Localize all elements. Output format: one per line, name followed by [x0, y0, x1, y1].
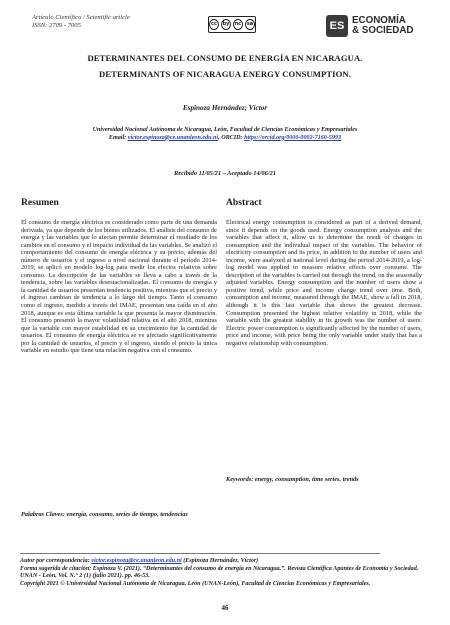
email-label: Email:: [108, 134, 127, 141]
orcid-label: , ORCID:: [218, 134, 243, 141]
journal-header-info: [32, 14, 130, 30]
copyright: Copyright 2021 © Universidad Nacional Autónoma de Nicaragua, León (UNAN-León), Facultad de Ciencias Económicas y Empresariales.: [20, 580, 371, 587]
title-spanish: DETERMINANTES DEL CONSUMO DE ENERGÍA EN NICARAGUA.: [87, 53, 363, 63]
resumen-text: El consumo de energía eléctrica es considerado como parte de una demanda derivada, ya que depende de los bienes utilizados. El análisis del consumo de energía y las variables que lo afectan permite determinar el resultado de los cambios en el consumo y el impacto individual de las variables. Se analizó el comportamiento del consumo de energía eléctrica y su precio, además del número de usuarios y el ingreso a nivel nacional durante el período 2014-2019, se aplicó un modelo log-log para medir los efectos relativos sobre consumo. La descripción de las variables se lleva a cabo a través de la tendencia, sobre las variables desestacionalizadas. El consumo de energía y la cantidad de usuarios presentan tendencia positiva, mientras que el precio y el ingreso cambian de tendencia a lo largo del tiempo. Tanto el consumo como el ingreso, medido a través del IMAE, presentan una caída en el año 2018, aunque es esta última variable la que presenta la mayor disminución. El consumo presentó la mayor volatilidad relativa en el año 2018, mientras que la variable con mayor estabilidad en su crecimiento fue la cantidad de usuarios. El consumo de energía eléctrica se ve afectado significativamente por la cantidad de usuarios, el precio y el ingreso, siendo el precio la única variable en estudio que tiene una relación negativa con el consumo.: [21, 219, 217, 355]
corr-label: Autor por correspondencia:: [20, 558, 90, 564]
sa-icon: sa: [245, 19, 255, 30]
corr-email-link[interactable]: victor.espinoza@ce.unanleon.edu.ni: [91, 558, 182, 564]
contact-line: [20, 135, 430, 143]
nc-icon: nc: [233, 19, 243, 30]
resumen-heading: Resumen: [21, 197, 59, 208]
orcid-link[interactable]: https://orcid.org/0000-0002-7160-5993: [244, 134, 342, 141]
keywords-label-en: Keywords:: [226, 476, 254, 483]
logo-text: [352, 16, 414, 37]
citation: Forma sugerida de citación: Espinoza V. (2021). “Determinantes del consumo de energía en Nicaragua.”. Revista Científica Apuntes de Economía y Sociedad, UNAN - León, Vol. N.° 2 (1) (julio 2021). pp. 46-53.: [20, 565, 419, 579]
author-email-link[interactable]: victor.espinoza@ce.unanleon.edu.ni: [127, 134, 219, 141]
abstract-text: Electrical energy consumption is considered as part of a derived demand, since it depends on the goods used. Energy consumption analysis and the variables that affect it, allow us to determine the result of changes in consumption and the individual impact of the variables. The behavior of electricity consumption and its price, in addition to the number of users and income, were analyzed at national level during the period 2014-2019, a log-log model was applied to measure relative effects over consume. The description of the variables is carried out through the trend, on the seasonally adjusted variables. Energy consumption and the number of users show a positive trend, while price and income change trend over time. Both, consumption and income, measured through the IMAE, show a fall in 2018, although it is this last variable that shows the greatest decrease. Consumption presented the highest relative volatility in 2018, while the variable with the greatest stability in its growth was the number of users. Electric power consumption is significantly affected by the number of users, price and income, with price being the only variable under study that has a negative relationship with consumption.: [226, 219, 422, 347]
page-number: 46: [221, 604, 229, 612]
footnote-separator: [20, 553, 380, 554]
journal-logo: [326, 13, 438, 39]
affiliation: [20, 127, 430, 142]
keywords-en: energy, consumption, time series, trends: [254, 476, 359, 483]
affiliation-text: Universidad Nacional Autónoma de Nicaragua, León, Facultad de Ciencias Económicas y Empresariales: [92, 127, 358, 133]
logo-line-1: ECONOMÍA: [352, 14, 406, 26]
abstract-heading: Abstract: [226, 197, 262, 208]
cc-icon: cc: [209, 19, 219, 30]
title-english: DETERMINANTS OF NICARAGUA ENERGY CONSUMPTION.: [99, 69, 351, 79]
article-type: Artículo Científico / Scientific article: [32, 14, 130, 21]
issn: ISSN: 2709 - 7005: [32, 22, 81, 29]
keywords-label-es: Palabras Claves:: [21, 511, 65, 518]
logo-line-2: & SOCIEDAD: [352, 25, 414, 36]
resumen-keywords: [21, 511, 217, 519]
correspondence-line: [20, 558, 430, 566]
author: Espinoza Hernández; Víctor: [182, 104, 268, 112]
keywords-es: energía, consumo, series de tiempo, tendencias: [66, 511, 188, 518]
by-icon: by: [221, 19, 231, 30]
creative-commons-license-badge[interactable]: [208, 16, 256, 33]
abstract-keywords: [226, 476, 422, 484]
footnote: [20, 558, 430, 588]
received-accepted-dates: Recibido 11/05/21 – Aceptado 14/06/21: [173, 170, 276, 177]
corr-name: (Espinoza Hernández, Víctor): [183, 558, 259, 564]
logo-mark: ES: [326, 15, 348, 37]
